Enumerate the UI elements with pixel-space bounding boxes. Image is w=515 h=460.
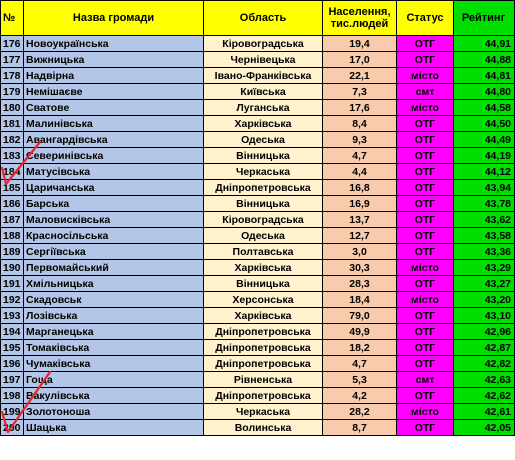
cell-status: ОТГ — [397, 180, 454, 196]
table-row — [1, 324, 515, 340]
cell-status: ОТГ — [397, 164, 454, 180]
cell-rating: 42,61 — [454, 404, 515, 420]
cell-status: ОТГ — [397, 388, 454, 404]
cell-status: ОТГ — [397, 308, 454, 324]
cell-num: 184 — [1, 164, 24, 180]
cell-population: 79,0 — [323, 308, 397, 324]
table-row — [1, 100, 515, 116]
cell-population: 4,4 — [323, 164, 397, 180]
cell-status: місто — [397, 68, 454, 84]
cell-num: 178 — [1, 68, 24, 84]
cell-rating: 42,96 — [454, 324, 515, 340]
cell-oblast: Дніпропетровська — [204, 388, 323, 404]
cell-oblast: Вінницька — [204, 148, 323, 164]
cell-num: 181 — [1, 116, 24, 132]
cell-num: 197 — [1, 372, 24, 388]
cell-population: 12,7 — [323, 228, 397, 244]
table-row — [1, 292, 515, 308]
cell-population: 8,4 — [323, 116, 397, 132]
cell-status: ОТГ — [397, 244, 454, 260]
cell-population: 5,3 — [323, 372, 397, 388]
cell-rating: 44,19 — [454, 148, 515, 164]
cell-population: 8,7 — [323, 420, 397, 436]
cell-name: Авангардівська — [24, 132, 204, 148]
cell-num: 190 — [1, 260, 24, 276]
cell-name: Лозівська — [24, 308, 204, 324]
cell-name: Первомайський — [24, 260, 204, 276]
cell-status: ОТГ — [397, 36, 454, 52]
cell-population: 16,9 — [323, 196, 397, 212]
cell-rating: 42,82 — [454, 356, 515, 372]
cell-status: місто — [397, 404, 454, 420]
table-row — [1, 84, 515, 100]
table-row — [1, 148, 515, 164]
header-status: Статус — [397, 1, 454, 36]
cell-oblast: Харківська — [204, 308, 323, 324]
cell-population: 30,3 — [323, 260, 397, 276]
cell-population: 9,3 — [323, 132, 397, 148]
cell-oblast: Вінницька — [204, 196, 323, 212]
cell-num: 185 — [1, 180, 24, 196]
table-row — [1, 132, 515, 148]
cell-name: Скадовськ — [24, 292, 204, 308]
cell-population: 7,3 — [323, 84, 397, 100]
table-row — [1, 260, 515, 276]
table-row — [1, 228, 515, 244]
cell-name: Царичанська — [24, 180, 204, 196]
cell-num: 177 — [1, 52, 24, 68]
cell-oblast: Дніпропетровська — [204, 180, 323, 196]
cell-status: ОТГ — [397, 116, 454, 132]
cell-population: 28,3 — [323, 276, 397, 292]
cell-name: Чумаківська — [24, 356, 204, 372]
cell-name: Хмільницька — [24, 276, 204, 292]
table-row — [1, 308, 515, 324]
cell-status: смт — [397, 372, 454, 388]
cell-name: Немішаєве — [24, 84, 204, 100]
cell-oblast: Черкаська — [204, 404, 323, 420]
cell-oblast: Кіровоградська — [204, 36, 323, 52]
table-row — [1, 244, 515, 260]
cell-name: Барська — [24, 196, 204, 212]
table-row — [1, 420, 515, 436]
cell-num: 179 — [1, 84, 24, 100]
cell-status: місто — [397, 260, 454, 276]
cell-status: ОТГ — [397, 212, 454, 228]
cell-num: 183 — [1, 148, 24, 164]
table-row — [1, 116, 515, 132]
cell-num: 182 — [1, 132, 24, 148]
cell-status: місто — [397, 100, 454, 116]
cell-population: 19,4 — [323, 36, 397, 52]
cell-rating: 44,91 — [454, 36, 515, 52]
table-row — [1, 372, 515, 388]
cell-rating: 42,05 — [454, 420, 515, 436]
cell-population: 17,6 — [323, 100, 397, 116]
cell-oblast: Черкаська — [204, 164, 323, 180]
cell-status: ОТГ — [397, 196, 454, 212]
cell-population: 49,9 — [323, 324, 397, 340]
cell-name: Сватове — [24, 100, 204, 116]
cell-status: смт — [397, 84, 454, 100]
table-row — [1, 196, 515, 212]
table-row — [1, 340, 515, 356]
cell-status: ОТГ — [397, 148, 454, 164]
cell-name: Вакулівська — [24, 388, 204, 404]
cell-name: Золотоноша — [24, 404, 204, 420]
table-row — [1, 404, 515, 420]
header-row — [1, 1, 515, 36]
cell-num: 192 — [1, 292, 24, 308]
cell-num: 186 — [1, 196, 24, 212]
cell-name: Новоукраїнська — [24, 36, 204, 52]
cell-name: Марганецька — [24, 324, 204, 340]
cell-name: Сергіївська — [24, 244, 204, 260]
cell-name: Малинівська — [24, 116, 204, 132]
cell-rating: 44,81 — [454, 68, 515, 84]
header-name: Назва громади — [24, 1, 204, 36]
cell-population: 28,2 — [323, 404, 397, 420]
cell-rating: 43,29 — [454, 260, 515, 276]
cell-name: Северинівська — [24, 148, 204, 164]
cell-population: 18,4 — [323, 292, 397, 308]
cell-oblast: Вінницька — [204, 276, 323, 292]
header-num: № — [1, 1, 24, 36]
cell-oblast: Одеська — [204, 228, 323, 244]
cell-num: 199 — [1, 404, 24, 420]
cell-num: 180 — [1, 100, 24, 116]
cell-rating: 44,58 — [454, 100, 515, 116]
table-row — [1, 212, 515, 228]
table-row — [1, 36, 515, 52]
cell-status: ОТГ — [397, 132, 454, 148]
table-row — [1, 388, 515, 404]
cell-population: 17,0 — [323, 52, 397, 68]
cell-name: Томаківська — [24, 340, 204, 356]
cell-status: ОТГ — [397, 324, 454, 340]
cell-num: 191 — [1, 276, 24, 292]
cell-population: 4,2 — [323, 388, 397, 404]
cell-status: місто — [397, 292, 454, 308]
cell-num: 194 — [1, 324, 24, 340]
cell-oblast: Дніпропетровська — [204, 340, 323, 356]
cell-rating: 44,50 — [454, 116, 515, 132]
table-row — [1, 356, 515, 372]
cell-rating: 44,49 — [454, 132, 515, 148]
table-row — [1, 276, 515, 292]
cell-oblast: Волинська — [204, 420, 323, 436]
table-row — [1, 180, 515, 196]
table-body — [1, 36, 515, 436]
header-oblast: Область — [204, 1, 323, 36]
cell-name: Шацька — [24, 420, 204, 436]
header-rating: Рейтинг — [454, 1, 515, 36]
cell-population: 3,0 — [323, 244, 397, 260]
cell-num: 195 — [1, 340, 24, 356]
cell-population: 4,7 — [323, 148, 397, 164]
cell-population: 18,2 — [323, 340, 397, 356]
cell-population: 16,8 — [323, 180, 397, 196]
cell-oblast: Полтавська — [204, 244, 323, 260]
cell-oblast: Харківська — [204, 260, 323, 276]
cell-rating: 43,58 — [454, 228, 515, 244]
cell-rating: 43,62 — [454, 212, 515, 228]
cell-num: 193 — [1, 308, 24, 324]
cell-oblast: Кіровоградська — [204, 212, 323, 228]
cell-rating: 44,80 — [454, 84, 515, 100]
table-row — [1, 52, 515, 68]
cell-oblast: Дніпропетровська — [204, 324, 323, 340]
cell-rating: 44,88 — [454, 52, 515, 68]
cell-name: Красносільська — [24, 228, 204, 244]
cell-status: ОТГ — [397, 228, 454, 244]
header-population: Населення, тис.людей — [323, 1, 397, 36]
cell-name: Вижницька — [24, 52, 204, 68]
cell-num: 189 — [1, 244, 24, 260]
cell-oblast: Чернівецька — [204, 52, 323, 68]
cell-oblast: Рівненська — [204, 372, 323, 388]
cell-name: Матусівська — [24, 164, 204, 180]
cell-rating: 43,20 — [454, 292, 515, 308]
cell-oblast: Херсонська — [204, 292, 323, 308]
cell-num: 198 — [1, 388, 24, 404]
cell-rating: 43,27 — [454, 276, 515, 292]
cell-population: 13,7 — [323, 212, 397, 228]
table-row — [1, 164, 515, 180]
cell-name: Надвірна — [24, 68, 204, 84]
cell-num: 196 — [1, 356, 24, 372]
cell-status: ОТГ — [397, 52, 454, 68]
cell-rating: 42,87 — [454, 340, 515, 356]
cell-oblast: Івано-Франківська — [204, 68, 323, 84]
cell-status: ОТГ — [397, 276, 454, 292]
cell-population: 22,1 — [323, 68, 397, 84]
cell-name: Маловисківська — [24, 212, 204, 228]
cell-oblast: Харківська — [204, 116, 323, 132]
table-row — [1, 68, 515, 84]
cell-status: ОТГ — [397, 356, 454, 372]
cell-rating: 43,94 — [454, 180, 515, 196]
cell-num: 176 — [1, 36, 24, 52]
cell-population: 4,7 — [323, 356, 397, 372]
cell-rating: 43,10 — [454, 308, 515, 324]
cell-rating: 42,62 — [454, 388, 515, 404]
cell-num: 188 — [1, 228, 24, 244]
cell-num: 187 — [1, 212, 24, 228]
cell-oblast: Київська — [204, 84, 323, 100]
cell-oblast: Луганська — [204, 100, 323, 116]
cell-rating: 42,63 — [454, 372, 515, 388]
cell-rating: 43,36 — [454, 244, 515, 260]
cell-status: ОТГ — [397, 420, 454, 436]
cell-rating: 43,78 — [454, 196, 515, 212]
cell-status: ОТГ — [397, 340, 454, 356]
cell-name: Гоща — [24, 372, 204, 388]
cell-oblast: Дніпропетровська — [204, 356, 323, 372]
cell-rating: 44,12 — [454, 164, 515, 180]
cell-oblast: Одеська — [204, 132, 323, 148]
cell-num: 200 — [1, 420, 24, 436]
